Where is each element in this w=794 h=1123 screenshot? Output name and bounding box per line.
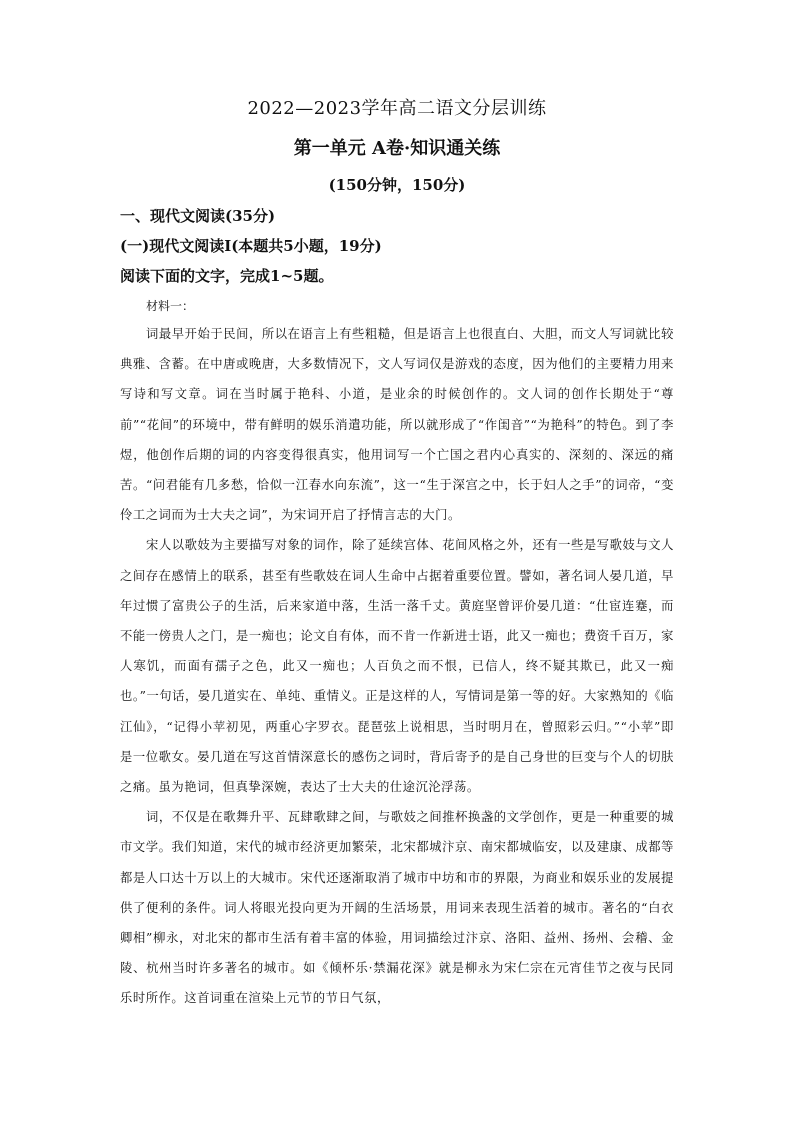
- material-paragraph: 宋人以歌妓为主要描写对象的词作，除了延续宫体、花间风格之外，还有一些是写歌妓与文人之间存在感情上的联系，甚至有些歌妓在词人生命中占据着重要位置。譬如，著名词人晏几道，早年过惯了富贵公子的生活，后来家道中落，生活一落千丈。黄庭坚曾评价晏几道：“仕宦连蹇，而不能一傍贵人之门，是一痴也；论文自有体，而不肯一作新进士语，此又一痴也；费资千百万，家人寒饥，而面有孺子之色，此又一痴也；人百负之而不恨，已信人，终不疑其欺已，此又一痴也。”一句话，晏几道实在、单纯、重情义。正是这样的人，写情词是第一等的好。大家熟知的《临江仙》，“记得小苹初见，两重心字罗衣。琵琶弦上说相思，当时明月在，曾照彩云归。”“小苹”即是一位歌女。晏几道在写这首情深意长的感伤之词时，背后寄予的是自己身世的巨变与个人的切肤之痛。虽为艳词，但真挚深婉，表达了士大夫的仕途沉沦浮荡。: [120, 538, 674, 795]
- material-label: 材料一：: [146, 299, 195, 313]
- time-and-score: (150分钟，150分): [328, 176, 466, 194]
- page-title: 2022—2023学年高二语文分层训练: [247, 98, 547, 119]
- reading-instruction: 阅读下面的文字，完成1~5题。: [120, 267, 334, 285]
- material-paragraph: 词最早开始于民间，所以在语言上有些粗糙，但是语言上也很直白、大胆，而文人写词就比较典雅、含蓄。在中唐或晚唐，大多数情况下，文人写词仅是游戏的态度，因为他们的主要精力用来写诗和写文章。词在当时属于艳科、小道，是业余的时候创作的。文人词的创作长期处于“尊前”“花间”的环境中，带有鲜明的娱乐消遣功能，所以就形成了“作闺音”“为艳科”的特色。到了李煜，他创作后期的词的内容变得很真实，他用词写一个亡国之君内心真实的、深刻的、深远的痛苦。“问君能有几多愁，恰似一江春水向东流”，这一“生于深宫之中，长于妇人之手”的词帝，“变伶工之词而为士大夫之词”，为宋词开启了抒情言志的大门。: [120, 327, 674, 523]
- page-subtitle: 第一单元 A卷·知识通关练: [293, 138, 501, 159]
- material-paragraph: 词，不仅是在歌舞升平、瓦肆歌肆之间，与歌妓之间推杯换盏的文学创作，更是一种重要的城市文学。我们知道，宋代的城市经济更加繁荣，北宋都城汴京、南宋都城临安，以及建康、成都等都是人口达十万以上的大城市。宋代还逐渐取消了城市中坊和市的界限，为商业和娱乐业的发展提供了便利的条件。词人将眼光投向更为开阔的生活场景，用词来表现生活着的城市。著名的“白衣卿相”柳永，对北宋的都市生活有着丰富的体验，用词描绘过汴京、洛阳、益州、扬州、会稽、金陵、杭州当时许多著名的城市。如《倾杯乐·禁漏花深》就是柳永为宋仁宗在元宵佳节之夜与民同乐时所作。这首词重在渲染上元节的节日气氛，: [120, 810, 674, 1006]
- section-heading: 一、现代文阅读(35分): [120, 207, 276, 225]
- sub-section-heading: (一)现代文阅读Ⅰ(本题共5小题，19分): [120, 237, 382, 255]
